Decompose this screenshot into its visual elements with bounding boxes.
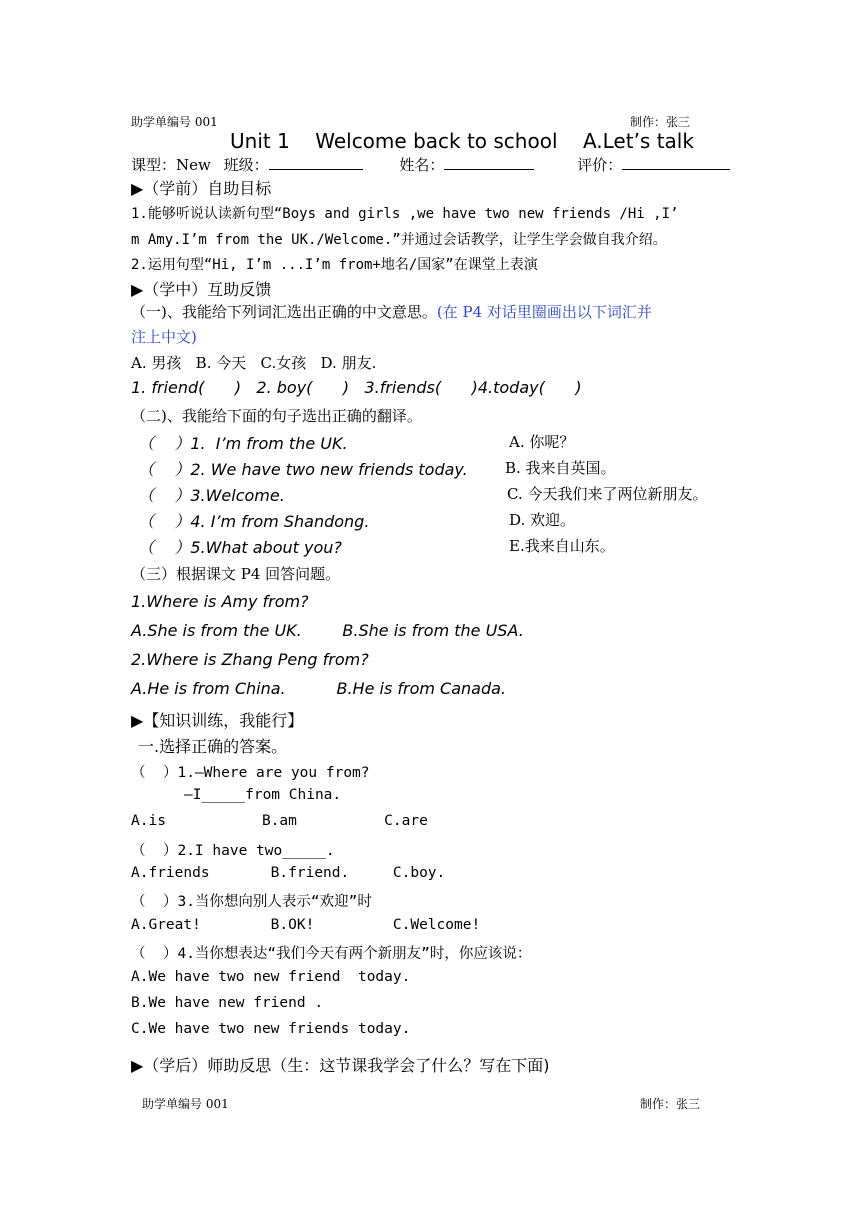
training-q3-options: A.Great! B.OK! C.Welcome! <box>131 917 481 933</box>
header-doc-number: 助学单编号 001 <box>131 115 218 129</box>
info-line <box>131 154 730 175</box>
match-left-1: （ ）1. I’m from the UK. <box>138 434 348 453</box>
name-blank <box>444 155 534 170</box>
training-q4: （ ）4.当你想表达“我们今天有两个新朋友”时，你应该说： <box>131 946 532 962</box>
section-post-heading: ▶（学后）师助反思（生：这节课我学会了什么？写在下面) <box>131 1056 550 1075</box>
match-right-C: C. 今天我们来了两位新朋友。 <box>507 485 708 503</box>
part1-line <box>131 301 652 322</box>
section-mid-heading: ▶（学中）互助反馈 <box>131 280 272 299</box>
class-blank <box>269 155 363 170</box>
section-pre-heading: ▶（学前）自助目标 <box>131 179 272 198</box>
class-label: 班级： <box>223 156 269 174</box>
question-2: 2.Where is Zhang Peng from? <box>131 650 369 669</box>
eval-blank <box>622 155 730 170</box>
question-1: 1.Where is Amy from? <box>131 592 309 611</box>
training-q4-option-c: C.We have two new friends today. <box>131 1021 411 1037</box>
section-training-heading: ▶【知识训练，我能行】 <box>131 711 304 730</box>
match-right-A: A. 你呢？ <box>509 433 575 451</box>
training-q1: （ ）1.—Where are you from? <box>131 765 370 781</box>
part1-note-cont: 注上中文) <box>131 328 197 346</box>
training-q2-options: A.friends B.friend. C.boy. <box>131 865 446 881</box>
training-q3: （ ）3.当你想向别人表示“欢迎”时 <box>131 894 372 910</box>
name-label: 姓名： <box>399 156 445 174</box>
match-left-4: （ ）4. I’m from Shandong. <box>138 512 370 531</box>
part1-note: (在 P4 对话里圈画出以下词汇并 <box>436 303 652 321</box>
match-left-2: （ ）2. We have two new friends today. <box>138 460 468 479</box>
goal1-line2: m Amy.I’m from the UK./Welcome.”并通过会话教学，让学生学会做自我介绍。 <box>131 232 667 248</box>
training-q1-blank: —I_____from China. <box>184 787 342 803</box>
goal1-line1: 1.能够听说认读新句型“Boys and girls ,we have two new friends /Hi ,I’ <box>131 206 679 222</box>
match-left-5: （ ）5.What about you? <box>138 538 342 557</box>
question-1-options: A.She is from the UK. B.She is from the USA. <box>131 621 524 640</box>
page-title: Unit 1 Welcome back to school A.Let’s talk <box>230 129 694 153</box>
training-q1-options: A.is B.am C.are <box>131 813 428 829</box>
word-list: 1. friend( ) 2. boy( ) 3.friends( )4.today( ) <box>131 378 582 397</box>
eval-label: 评价： <box>577 156 623 174</box>
course-type: 课型：New <box>131 156 211 174</box>
part2-text: （二)、我能给下面的句子选出正确的翻译。 <box>131 407 422 425</box>
training-q4-option-b: B.We have new friend . <box>131 995 324 1011</box>
goal2: 2.运用句型“Hi, I’m ...I’m from+地名/国家”在课堂上表演 <box>131 257 538 273</box>
word-options: A. 男孩 B. 今天 C.女孩 D. 朋友. <box>131 354 377 372</box>
training-sub: 一.选择正确的答案。 <box>138 737 288 756</box>
footer-author: 制作：张三 <box>640 1097 701 1111</box>
header-author: 制作：张三 <box>630 115 691 129</box>
match-left-3: （ ）3.Welcome. <box>138 486 285 505</box>
training-q2: （ ）2.I have two_____. <box>131 843 335 859</box>
question-2-options: A.He is from China. B.He is from Canada. <box>131 679 507 698</box>
part3-text: （三）根据课文 P4 回答问题。 <box>131 565 341 583</box>
match-right-D: D. 欢迎。 <box>509 511 576 529</box>
match-right-B: B. 我来自英国。 <box>505 459 616 477</box>
part1-text: （一)、我能给下列词汇选出正确的中文意思。 <box>131 303 437 321</box>
footer-doc-number: 助学单编号 001 <box>142 1097 229 1111</box>
training-q4-option-a: A.We have two new friend today. <box>131 969 411 985</box>
match-right-E: E.我来自山东。 <box>509 537 615 555</box>
